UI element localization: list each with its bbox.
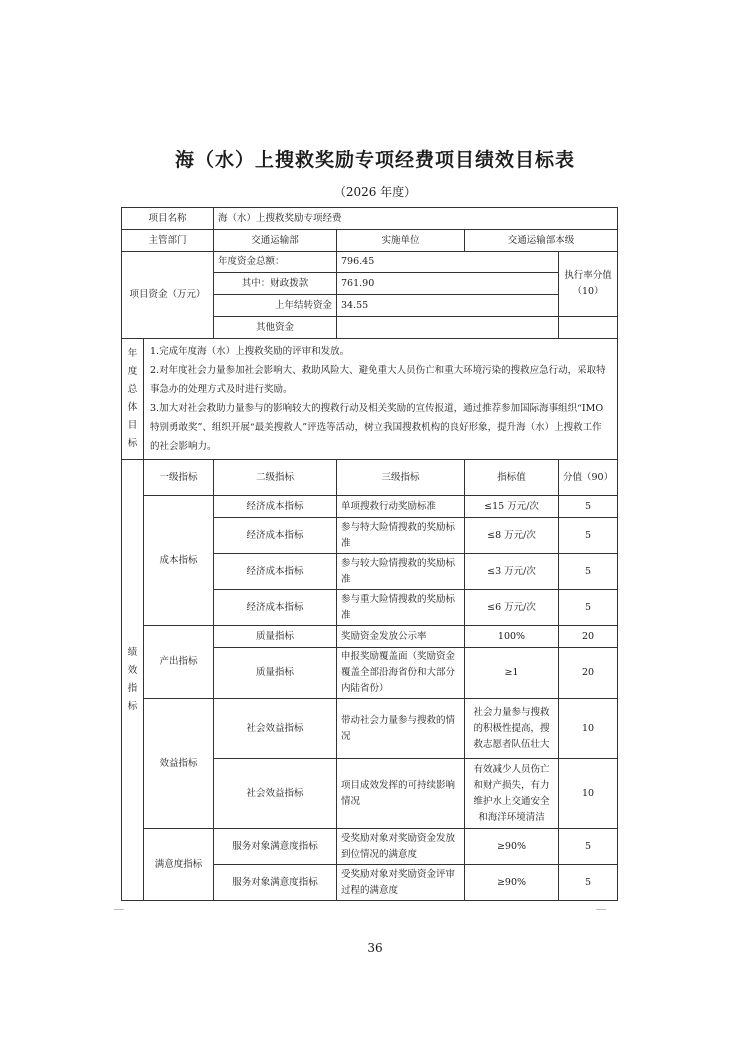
page-number: 36 — [367, 941, 383, 955]
crop-mark — [114, 909, 124, 910]
indicator-score: 10 — [559, 759, 618, 829]
indicator-row — [122, 626, 618, 648]
indicator-value: ≤15 万元/次 — [465, 496, 559, 518]
indicator-value: ≤6 万元/次 — [465, 590, 559, 626]
header-score: 分值（90） — [559, 460, 618, 496]
indicator-score: 5 — [559, 554, 618, 590]
page-title: 海（水）上搜救奖励专项经费项目绩效目标表 — [174, 149, 575, 171]
performance-indicators-label — [122, 460, 144, 901]
level2-indicator: 经济成本指标 — [214, 590, 337, 626]
indicator-score: 10 — [559, 699, 618, 759]
header-value: 指标值 — [465, 460, 559, 496]
indicator-value: ≤8 万元/次 — [465, 518, 559, 554]
crop-mark — [596, 909, 606, 910]
dept-label: 主管部门 — [122, 230, 214, 252]
level1-indicator: 产出指标 — [144, 626, 214, 699]
funds-fiscal-label: 其中：财政拨款 — [214, 273, 337, 295]
level3-indicator: 参与较大险情搜救的奖励标准 — [337, 554, 465, 590]
exec-rate-score — [559, 317, 618, 339]
level2-indicator: 社会效益指标 — [214, 759, 337, 829]
indicator-row — [122, 829, 618, 865]
header-level3: 三级指标 — [337, 460, 465, 496]
level3-indicator: 项目成效发挥的可持续影响情况 — [337, 759, 465, 829]
indicator-value: 100% — [465, 626, 559, 648]
funds-label: 项目资金（万元） — [122, 252, 214, 339]
indicator-value: ≥90% — [465, 865, 559, 901]
indicator-score: 5 — [559, 496, 618, 518]
level1-indicator: 满意度指标 — [144, 829, 214, 901]
level2-indicator: 经济成本指标 — [214, 518, 337, 554]
impl-value: 交通运输部本级 — [465, 230, 618, 252]
level3-indicator: 参与特大险情搜救的奖励标准 — [337, 518, 465, 554]
goal-line: 1.完成年度海（水）上搜救奖励的评审和发放。 — [150, 346, 350, 357]
vertical-label: 年度总体目标 — [127, 348, 138, 449]
indicator-value: ≥1 — [465, 648, 559, 699]
funds-other-label: 其他资金 — [214, 317, 337, 339]
indicator-row — [122, 699, 618, 759]
year-subtitle: （2026 年度） — [333, 185, 417, 199]
level3-indicator: 参与重大险情搜救的奖励标准 — [337, 590, 465, 626]
level3-indicator: 受奖励对象对奖励资金评审过程的满意度 — [337, 865, 465, 901]
level2-indicator: 经济成本指标 — [214, 496, 337, 518]
exec-rate-label: 执行率分值（10） — [559, 252, 618, 317]
level2-indicator: 经济成本指标 — [214, 554, 337, 590]
funds-fiscal-value: 761.90 — [337, 273, 559, 295]
level2-indicator: 服务对象满意度指标 — [214, 829, 337, 865]
annual-goal-label — [122, 339, 144, 460]
level1-indicator: 成本指标 — [144, 496, 214, 626]
level3-indicator: 申报奖励覆盖面（奖励资金覆盖全部沿海省份和大部分内陆省份） — [337, 648, 465, 699]
indicator-score: 5 — [559, 829, 618, 865]
level2-indicator: 社会效益指标 — [214, 699, 337, 759]
indicator-score: 5 — [559, 865, 618, 901]
level2-indicator: 质量指标 — [214, 626, 337, 648]
level2-indicator: 服务对象满意度指标 — [214, 865, 337, 901]
header-level2: 二级指标 — [214, 460, 337, 496]
annual-goal-text — [144, 339, 618, 460]
level1-indicator: 效益指标 — [144, 699, 214, 829]
funds-total-label: 年度资金总额： — [214, 252, 337, 273]
indicator-score: 20 — [559, 626, 618, 648]
funds-total-value: 796.45 — [337, 252, 559, 273]
indicator-score: 20 — [559, 648, 618, 699]
level2-indicator: 质量指标 — [214, 648, 337, 699]
goal-line: 2.对年度社会力量参加社会影响大、救助风险大、避免重大人员伤亡和重大环境污染的搜救应急行动，采取特事急办的处理方式及时进行奖励。 — [150, 365, 606, 395]
goal-line: 3.加大对社会救助力量参与的影响较大的搜救行动及相关奖励的宣传报道，通过推荐参加国际海事组织“IMO 特别勇敢奖”、组织开展“最美搜救人”评选等活动，树立我国搜救机构的良好形象，提升海（水）上搜救工作的社会影响力。 — [150, 403, 604, 452]
indicator-value: ≤3 万元/次 — [465, 554, 559, 590]
level3-indicator: 单项搜救行动奖励标准 — [337, 496, 465, 518]
indicator-score: 5 — [559, 518, 618, 554]
vertical-label: 绩效指标 — [127, 647, 138, 712]
funds-other-value — [337, 317, 559, 339]
header-level1: 一级指标 — [144, 460, 214, 496]
dept-value: 交通运输部 — [214, 230, 337, 252]
level3-indicator: 奖励资金发放公示率 — [337, 626, 465, 648]
level3-indicator: 受奖励对象对奖励资金发放到位情况的满意度 — [337, 829, 465, 865]
funds-carryover-label: 上年结转资金 — [214, 295, 337, 317]
project-name-label: 项目名称 — [122, 208, 214, 230]
funds-carryover-value: 34.55 — [337, 295, 559, 317]
performance-target-table — [121, 207, 618, 901]
level3-indicator: 带动社会力量参与搜救的情况 — [337, 699, 465, 759]
impl-label: 实施单位 — [337, 230, 465, 252]
indicator-value: 社会力量参与搜救的积极性提高，搜救志愿者队伍壮大 — [465, 699, 559, 759]
project-name-value: 海（水）上搜救奖励专项经费 — [214, 208, 618, 230]
indicator-value: 有效减少人员伤亡和财产损失，有力维护水上交通安全和海洋环境清洁 — [465, 759, 559, 829]
indicator-row — [122, 496, 618, 518]
indicator-value: ≥90% — [465, 829, 559, 865]
indicator-score: 5 — [559, 590, 618, 626]
